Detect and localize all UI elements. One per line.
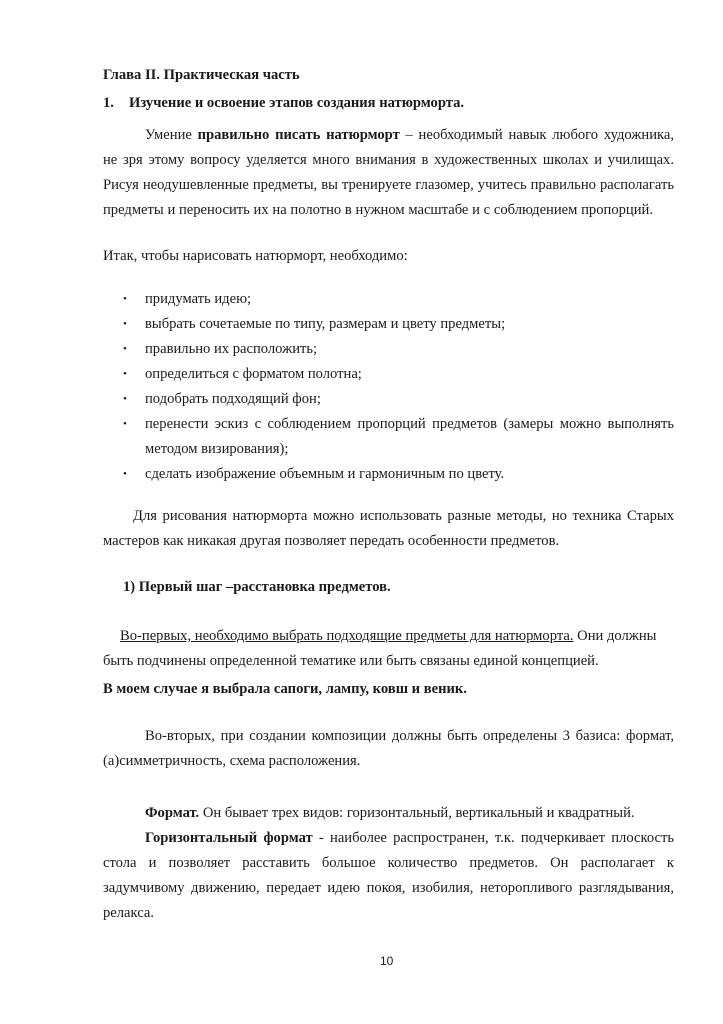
list-item: подобрать подходящий фон; bbox=[145, 391, 321, 407]
firstly-line-1: Во-первых, необходимо выбрать подходящие предметы для натюрморта. Они должны bbox=[120, 628, 657, 644]
bullet-marker: • bbox=[123, 343, 127, 355]
methods-line-1: Для рисования натюрморта можно использовать разные методы, но техника Старых bbox=[133, 508, 674, 524]
format-paragraph: Формат. Он бывает трех видов: горизонтальный, вертикальный и квадратный. bbox=[145, 805, 635, 821]
my-choice: В моем случае я выбрала сапоги, лампу, ковш и веник. bbox=[103, 681, 467, 697]
section-title: Изучение и освоение этапов создания натюрморта. bbox=[129, 95, 465, 111]
chapter-title: Глава II. Практическая часть bbox=[103, 67, 300, 83]
section-heading bbox=[103, 94, 465, 112]
intro-line-4: предметы и переносить их на полотно в нужном масштабе и с соблюдением пропорций. bbox=[103, 202, 653, 218]
bullet-marker: • bbox=[123, 293, 127, 305]
secondly-line-2: (а)симметричность, схема расположения. bbox=[103, 753, 361, 769]
firstly-line-2: быть подчинены определенной тематике или быть связаны единой концепцией. bbox=[103, 653, 599, 669]
step-1-heading: 1) Первый шаг –расстановка предметов. bbox=[123, 579, 391, 595]
bullet-marker: • bbox=[123, 468, 127, 480]
intro-line-1: Умение правильно писать натюрморт – необходимый навык любого художника, bbox=[145, 127, 674, 143]
list-item: перенести эскиз с соблюдением пропорций предметов (замеры можно выполнять bbox=[145, 416, 674, 432]
list-item: сделать изображение объемным и гармоничным по цвету. bbox=[145, 466, 505, 482]
bullet-marker: • bbox=[123, 318, 127, 330]
bullet-marker: • bbox=[123, 393, 127, 405]
horizontal-line-1: Горизонтальный формат - наиболее распространен, т.к. подчеркивает плоскость bbox=[145, 830, 674, 846]
page-number: 10 bbox=[380, 954, 394, 968]
list-item: определиться с форматом полотна; bbox=[145, 366, 362, 382]
secondly-line-1: Во-вторых, при создании композиции должны быть определены 3 базиса: формат, bbox=[145, 728, 674, 744]
list-item: выбрать сочетаемые по типу, размерам и цвету предметы; bbox=[145, 316, 506, 332]
list-intro: Итак, чтобы нарисовать натюрморт, необходимо: bbox=[103, 248, 408, 264]
horizontal-line-2: стола и позволяет расставить большое количество предметов. Он располагает к bbox=[103, 855, 674, 871]
horizontal-line-4: релакса. bbox=[103, 905, 155, 921]
methods-line-2: мастеров как никакая другая позволяет передать особенности предметов. bbox=[103, 533, 560, 549]
intro-line-2: не зря этому вопросу уделяется много внимания в художественных школах и училищах. bbox=[103, 152, 674, 168]
list-item: правильно их расположить; bbox=[145, 341, 318, 357]
list-item: придумать идею; bbox=[145, 291, 252, 307]
horizontal-line-3: задумчивому движению, передает идею покоя, изобилия, неторопливого разглядывания, bbox=[103, 880, 674, 896]
list-item-continuation: методом визирования); bbox=[145, 441, 289, 457]
section-number: 1. bbox=[103, 95, 114, 111]
bullet-marker: • bbox=[123, 368, 127, 380]
bullet-marker: • bbox=[123, 418, 127, 430]
intro-line-3: Рисуя неодушевленные предметы, вы тренируете глазомер, учитесь правильно располагать bbox=[103, 177, 674, 193]
